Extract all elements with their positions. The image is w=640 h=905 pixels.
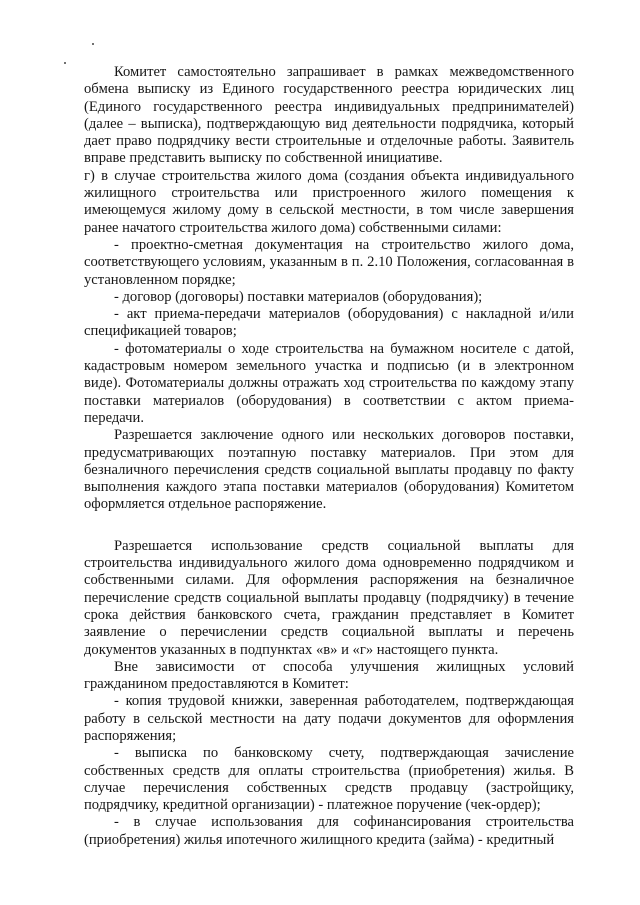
- paragraph: - копия трудовой книжки, заверенная работодателем, подтверждающая работу в сельской местности на дату подачи документов для оформления распоряжения;: [84, 693, 574, 744]
- paragraph: - выписка по банковскому счету, подтверждающая зачисление собственных средств для оплаты строительства (приобретения) жилья. В случае перечисления собственных средств продавцу (застройщику, подрядчику, кредитной организации) - платежное поручение (чек-ордер);: [84, 745, 574, 814]
- scan-speck: [64, 62, 66, 64]
- document-page: [84, 64, 574, 849]
- scan-speck: [92, 43, 94, 45]
- paragraph: Разрешается использование средств социальной выплаты для строительства индивидуального жилого дома одновременно подрядчиком и собственными силами. Для оформления распоряжения на безналичное перечисление средств социальной выплаты продавцу (подрядчику) в течение срока действия банковского счета, гражданин представляет в Комитет заявление о перечислении средств социальной выплаты и перечень документов указанных в подпунктах «в» и «г» настоящего пункта.: [84, 537, 574, 658]
- paragraph: - фотоматериалы о ходе строительства на бумажном носителе с датой, кадастровым номером земельного участка и подписью (и в электронном виде). Фотоматериалы должны отражать ход строительства по каждому этапу поставки материалов (оборудования) в соответствии с актом приема-передачи.: [84, 340, 574, 426]
- paragraph: Комитет самостоятельно запрашивает в рамках межведомственного обмена выписку из Единого государственного реестра юридических лиц (Единого государственного реестра индивидуальных предпринимателей) (далее – выписка), подтверждающую вид деятельности подрядчика, который дает право подрядчику вести строительные и отделочные работы. Заявитель вправе представить выписку по собственной инициативе.: [84, 64, 574, 167]
- paragraph: Разрешается заключение одного или нескольких договоров поставки, предусматривающих поэтапную поставку материалов. При этом для безналичного перечисления средств социальной выплаты продавцу по факту выполнения каждого этапа поставки материалов (оборудования) Комитетом оформляется отдельное распоряжение.: [84, 427, 574, 513]
- paragraph: - акт приема-передачи материалов (оборудования) с накладной и/или спецификацией товаров;: [84, 306, 574, 340]
- paragraph: - в случае использования для софинансирования строительства (приобретения) жилья ипотечного жилищного кредита (займа) - кредитный: [84, 814, 574, 848]
- paragraph-gap: [84, 514, 574, 538]
- paragraph: - договор (договоры) поставки материалов (оборудования);: [114, 288, 483, 305]
- paragraph: - проектно-сметная документация на строительство жилого дома, соответствующего условиям, указанным в п. 2.10 Положения, согласованная в установленном порядке;: [84, 236, 574, 288]
- paragraph: г) в случае строительства жилого дома (создания объекта индивидуального жилищного строительства или пристроенного жилого помещения к имеющемуся жилому дому в сельской местности, в том числе завершения ранее начатого строительства жилого дома) собственными силами:: [84, 167, 574, 236]
- paragraph: Вне зависимости от способа улучшения жилищных условий гражданином предоставляются в Комитет:: [84, 658, 574, 693]
